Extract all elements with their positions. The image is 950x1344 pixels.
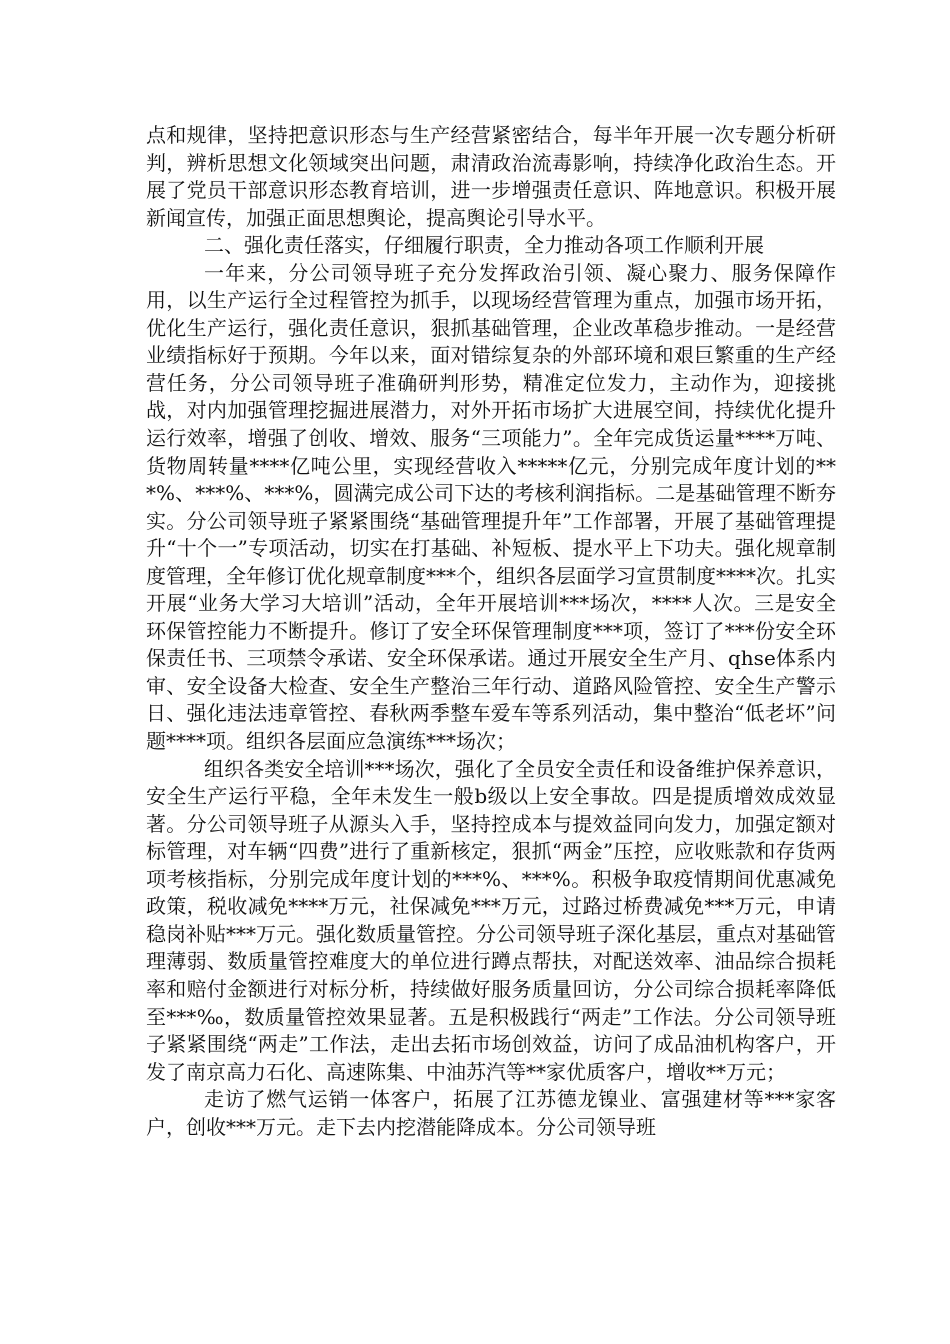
paragraph-intro-continued: 点和规律，坚持把意识形态与生产经营紧密结合，每半年开展一次专题分析研判，辨析思想文化领域突出问题，肃清政治流毒影响，持续净化政治生态。开展了党员干部意识形态教育培训，进一步增强责任意识、阵地意识。积极开展新闻宣传，加强正面思想舆论，提高舆论引导水平。 <box>146 123 836 230</box>
document-body <box>146 122 836 1141</box>
paragraph-annual-review: 一年来，分公司领导班子充分发挥政治引领、凝心聚力、服务保障作用，以生产运行全过程管控为抓手，以现场经营管理为重点，加强市场开拓，优化生产运行，强化责任意识，狠抓基础管理，企业改革稳步推动。一是经营业绩指标好于预期。今年以来，面对错综复杂的外部环境和艰巨繁重的生产经营任务，分公司领导班子准确研判形势，精准定位发力，主动作为，迎接挑战，对内加强管理挖掘进展潜力，对外开拓市场扩大进展空间，持续优化提升运行效率，增强了创收、增效、服务“三项能力”。全年完成货运量****万吨、货物周转量****亿吨公里，实现经营收入*****亿元，分别完成年度计划的***%、***%、***%，圆满完成公司下达的考核利润指标。二是基础管理不断夯实。分公司领导班子紧紧围绕“基础管理提升年”工作部署，开展了基础管理提升“十个一”专项活动，切实在打基础、补短板、提水平上下功夫。强化规章制度管理，全年修订优化规章制度***个，组织各层面学习宣贯制度****次。扎实开展“业务大学习大培训”活动，全年开展培训***场次，****人次。三是安全环保管控能力不断提升。修订了安全环保管理制度***项，签订了***份安全环保责任书、三项禁令承诺、安全环保承诺。通过开展安全生产月、qhse体系内审、安全设备大检查、安全生产整治三年行动、道路风险管控、安全生产警示日、强化违法违章管控、春秋两季整车爱车等系列活动，集中整治“低老坏”问题****项。组织各层面应急演练***场次； <box>146 260 836 754</box>
paragraph-safety-training: 组织各类安全培训***场次，强化了全员安全责任和设备维护保养意识，安全生产运行平稳，全年未发生一般b级以上安全事故。四是提质增效成效显著。分公司领导班子从源头入手，坚持控成本与提效益同向发力，加强定额对标管理，对车辆“四费”进行了重新核定，狠抓“两金”压控，应收账款和存货两项考核指标，分别完成年度计划的***%、***%。积极争取疫情期间优惠减免政策，税收减免****万元，社保减免***万元，过路过桥费减免***万元，申请稳岗补贴***万元。强化数质量管控。分公司领导班子深化基层，重点对基础管理薄弱、数质量管控难度大的单位进行蹲点帮扶，对配送效率、油品综合损耗率和赔付金额进行对标分析，持续做好服务质量回访，分公司综合损耗率降低至***‰，数质量管控效果显著。五是积极践行“两走”工作法。分公司领导班子紧紧围绕“两走”工作法，走出去拓市场创效益，访问了成品油机构客户，开发了南京高力石化、高速陈集、中油苏汽等**家优质客户，增收**万元； <box>146 756 836 1084</box>
section-heading-two: 二、强化责任落实，仔细履行职责，全力推动各项工作顺利开展 <box>204 233 764 258</box>
paragraph-customer-visits: 走访了燃气运销一体客户，拓展了江苏德龙镍业、富强建材等***家客户，创收***万元。走下去内挖潜能降成本。分公司领导班 <box>146 1087 836 1139</box>
